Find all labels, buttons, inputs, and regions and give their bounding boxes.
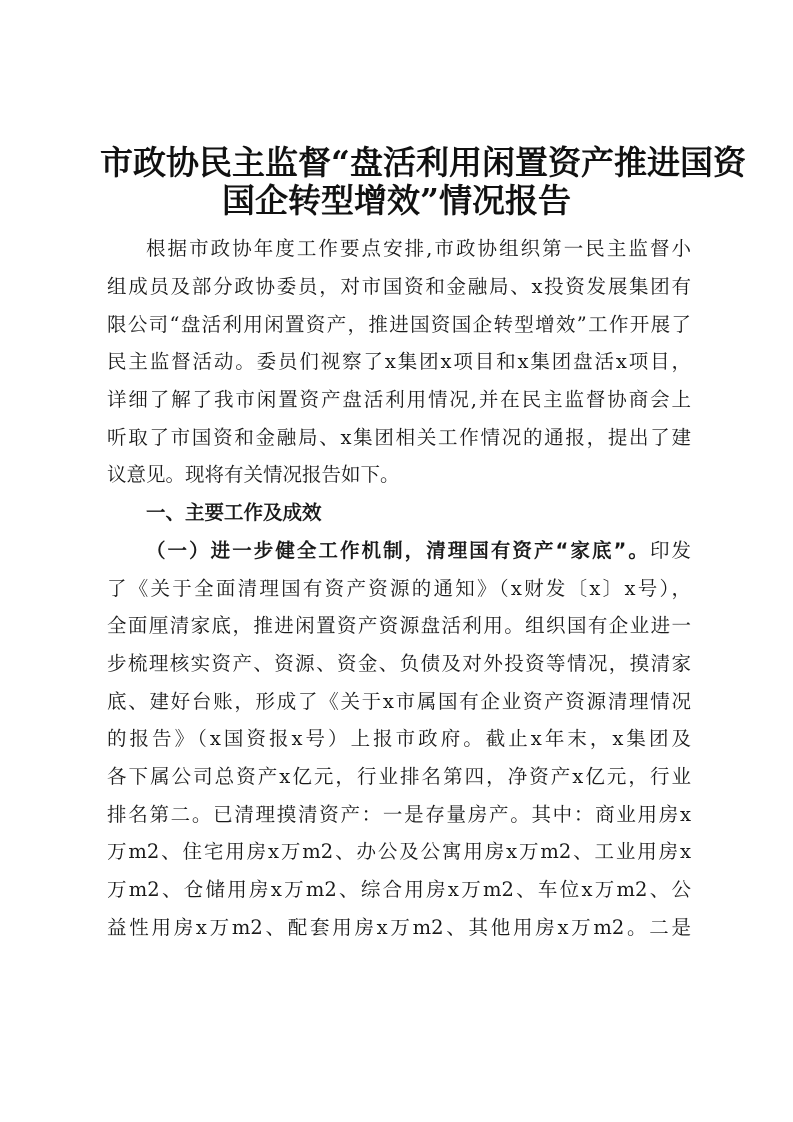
- document-title-line-2: 国企转型增效”情况报告: [222, 181, 571, 220]
- body-paragraph-line: 万m2、仓储用房x万m2、综合用房x万m2、车位x万m2、公: [107, 878, 691, 901]
- body-paragraph-line: 全面厘清家底，推进闲置资产资源盘活利用。组织国有企业进一: [107, 614, 691, 637]
- body-paragraph-line: 了《关于全面清理国有资产资源的通知》（x财发〔x〕x号），: [107, 577, 691, 600]
- body-paragraph-line: 益性用房x万m2、配套用房x万m2、其他用房x万m2。二是: [107, 916, 691, 939]
- intro-paragraph-line: 限公司“盘活利用闲置资产，推进国资国企转型增效”工作开展了: [107, 313, 691, 336]
- intro-paragraph-line: 根据市政协年度工作要点安排,市政协组织第一民主监督小: [146, 237, 691, 260]
- body-paragraph-line: 底、建好台账，形成了《关于x市属国有企业资产资源清理情况: [107, 690, 691, 713]
- document-title-line-1: 市政协民主监督“盘活利用闲置资产推进国资: [100, 143, 746, 182]
- body-paragraph-line: 各下属公司总资产x亿元，行业排名第四，净资产x亿元，行业: [107, 765, 691, 788]
- section-heading: 一、主要工作及成效: [146, 501, 322, 524]
- intro-paragraph-line: 民主监督活动。委员们视察了x集团x项目和x集团盘活x项目，: [107, 350, 691, 373]
- intro-paragraph-line: 组成员及部分政协委员，对市国资和金融局、x投资发展集团有: [107, 275, 691, 298]
- subsection-heading-line: [146, 541, 691, 561]
- body-paragraph-line: 万m2、住宅用房x万m2、办公及公寓用房x万m2、工业用房x: [107, 840, 691, 863]
- body-paragraph-line: 排名第二。已清理摸清资产：一是存量房产。其中：商业用房x: [107, 803, 691, 826]
- subsection-heading: （一）进一步健全工作机制，清理国有资产“家底”。: [146, 539, 650, 562]
- subsection-heading-tail: 印发: [649, 539, 691, 562]
- intro-paragraph-line: 听取了市国资和金融局、x集团相关工作情况的通报，提出了建: [107, 426, 691, 449]
- body-paragraph-line: 的报告》（x国资报x号）上报市政府。截止x年末，x集团及: [107, 727, 691, 750]
- intro-paragraph-line: 详细了解了我市闲置资产盘活利用情况,并在民主监督协商会上: [107, 388, 691, 411]
- intro-paragraph-line: 议意见。现将有关情况报告如下。: [107, 463, 400, 486]
- body-paragraph-line: 步梳理核实资产、资源、资金、负债及对外投资等情况，摸清家: [107, 652, 691, 675]
